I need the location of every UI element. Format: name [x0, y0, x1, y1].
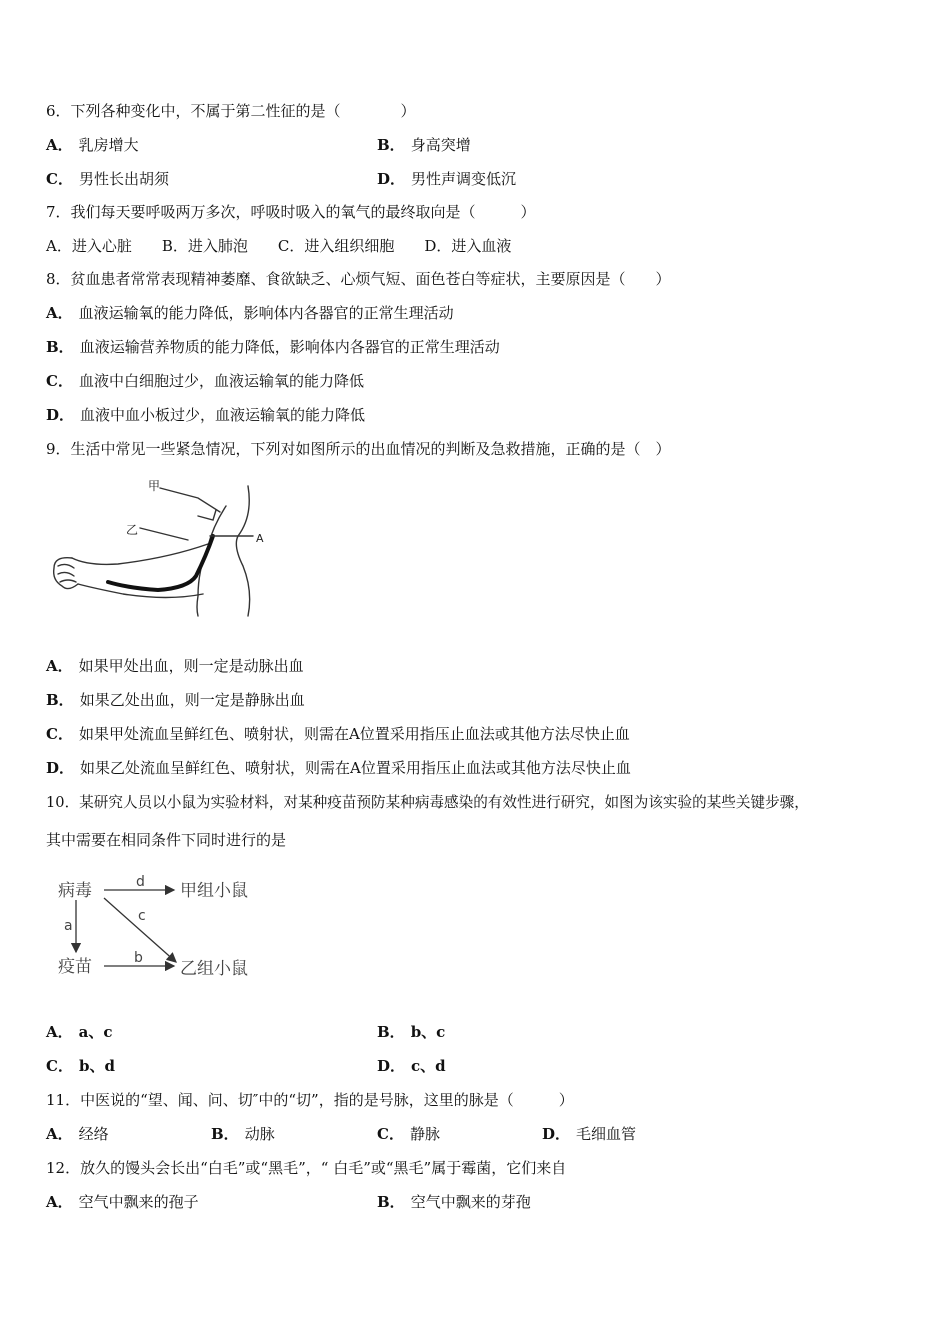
option-text: 如果甲处流血呈鲜红色、喷射状，则需在A位置采用指压止血法或其他方法尽快止血: [78, 725, 630, 743]
label-group-b: 乙组小鼠: [180, 959, 248, 979]
option-label: C．: [46, 725, 73, 743]
option-label: A．: [46, 657, 73, 675]
option-label: D．: [377, 1057, 406, 1075]
label-arrow-c: c: [138, 908, 146, 924]
q8-option-b[interactable]: [46, 337, 500, 357]
option-text: 男性长出胡须: [78, 170, 169, 188]
q10-option-a[interactable]: [46, 1022, 113, 1042]
option-text: 动脉: [244, 1125, 275, 1143]
option-label: C．: [46, 1057, 73, 1075]
experiment-figure: [54, 868, 272, 986]
q11-option-a[interactable]: [46, 1124, 109, 1144]
option-label: C．: [46, 372, 73, 390]
option-label: A．: [46, 304, 73, 322]
q6-option-d[interactable]: [377, 169, 516, 189]
label-group-a: 甲组小鼠: [180, 881, 248, 901]
option-label: D．: [46, 406, 75, 424]
label-arrow-b: b: [134, 950, 143, 966]
option-text: 如果乙处出血，则一定是静脉出血: [79, 691, 305, 709]
option-label: D．: [542, 1125, 571, 1143]
q8-option-d[interactable]: [46, 405, 365, 425]
option-text: 男性声调变低沉: [411, 170, 517, 188]
label-vaccine: 疫苗: [58, 957, 92, 977]
option-text: 空气中飘来的芽孢: [410, 1193, 531, 1211]
q9-option-a[interactable]: [46, 656, 304, 676]
question-11-stem: 11．中医说的“望、闻、问、切″中的“切”，指的是号脉，这里的脉是（ ）: [46, 1091, 574, 1109]
q9-option-d[interactable]: [46, 758, 631, 778]
q7-options[interactable]: A．进入心脏 B．进入肺泡 C．进入组织细胞 D．进入血液: [46, 237, 512, 255]
q8-option-a[interactable]: [46, 303, 454, 323]
arm-bleeding-figure: [48, 476, 270, 624]
q8-option-c[interactable]: [46, 371, 364, 391]
q11-option-b[interactable]: [211, 1124, 275, 1144]
option-label: C．: [377, 1125, 404, 1143]
label-arrow-d: d: [136, 874, 145, 890]
label-virus: 病毒: [58, 881, 92, 901]
option-label: B．: [46, 338, 74, 356]
q11-option-c[interactable]: [377, 1124, 440, 1144]
q6-option-c[interactable]: [46, 169, 169, 189]
option-text: 血液运输营养物质的能力降低，影响体内各器官的正常生理活动: [79, 338, 500, 356]
q10-option-b[interactable]: [377, 1022, 445, 1042]
option-text: 空气中飘来的孢子: [78, 1193, 199, 1211]
option-text: 如果甲处出血，则一定是动脉出血: [78, 657, 304, 675]
option-text: 经络: [78, 1125, 109, 1143]
option-label: C．: [46, 170, 73, 188]
option-text: 血液中白细胞过少，血液运输氧的能力降低: [78, 372, 364, 390]
option-text: 血液中血小板过少，血液运输氧的能力降低: [80, 406, 366, 424]
option-text: 血液运输氧的能力降低，影响体内各器官的正常生理活动: [78, 304, 454, 322]
option-label: B．: [377, 136, 405, 154]
question-6-stem: 6．下列各种变化中，不属于第二性征的是（ ）: [46, 102, 416, 120]
question-9-stem: 9．生活中常见一些紧急情况，下列对如图所示的出血情况的判断及急救措施，正确的是（ ）: [46, 440, 671, 458]
option-label: B．: [211, 1125, 239, 1143]
q6-option-b[interactable]: [377, 135, 471, 155]
option-text: 静脉: [409, 1125, 440, 1143]
question-10-stem-line-2: 其中需要在相同条件下同时进行的是: [46, 831, 287, 849]
q12-option-b[interactable]: [377, 1192, 531, 1212]
question-8-stem: 8．贫血患者常常表现精神萎靡、食欲缺乏、心烦气短、面色苍白等症状，主要原因是（ ）: [46, 270, 671, 288]
option-label: D．: [46, 759, 75, 777]
label-yi: 乙: [126, 523, 139, 537]
option-label: B．: [377, 1193, 405, 1211]
q9-option-b[interactable]: [46, 690, 305, 710]
option-text: b、c: [410, 1023, 446, 1041]
option-label: A．: [46, 1125, 73, 1143]
option-text: 如果乙处流血呈鲜红色、喷射状，则需在A位置采用指压止血法或其他方法尽快止血: [80, 759, 631, 777]
q12-option-a[interactable]: [46, 1192, 199, 1212]
label-a: A: [256, 532, 264, 545]
question-12-stem: 12．放久的馒头会长出“白毛”或“黑毛”，“ 白毛”或“黑毛”属于霉菌，它们来自: [46, 1159, 567, 1177]
q11-option-d[interactable]: [542, 1124, 636, 1144]
q6-option-a[interactable]: [46, 135, 139, 155]
q10-option-d[interactable]: [377, 1056, 446, 1076]
q10-option-c[interactable]: [46, 1056, 115, 1076]
option-label: D．: [377, 170, 406, 188]
question-10-stem-line-1: 10．某研究人员以小鼠为实验材料，对某种疫苗预防某种病毒感染的有效性进行研究，如图为该实验的某些关键步骤，: [46, 794, 809, 811]
option-text: 毛细血管: [576, 1125, 637, 1143]
option-label: B．: [377, 1023, 405, 1041]
option-text: b、d: [78, 1057, 115, 1075]
option-label: A．: [46, 136, 73, 154]
option-label: A．: [46, 1193, 73, 1211]
question-7-stem: 7．我们每天要呼吸两万多次，呼吸时吸入的氧气的最终取向是（ ）: [46, 203, 536, 221]
option-text: 乳房增大: [78, 136, 139, 154]
option-text: a、c: [78, 1023, 113, 1041]
q9-option-c[interactable]: [46, 724, 630, 744]
option-label: B．: [46, 691, 74, 709]
option-text: 身高突增: [410, 136, 471, 154]
option-text: c、d: [411, 1057, 446, 1075]
option-label: A．: [46, 1023, 73, 1041]
label-jia: 甲: [148, 479, 161, 493]
label-arrow-a: a: [64, 918, 73, 934]
